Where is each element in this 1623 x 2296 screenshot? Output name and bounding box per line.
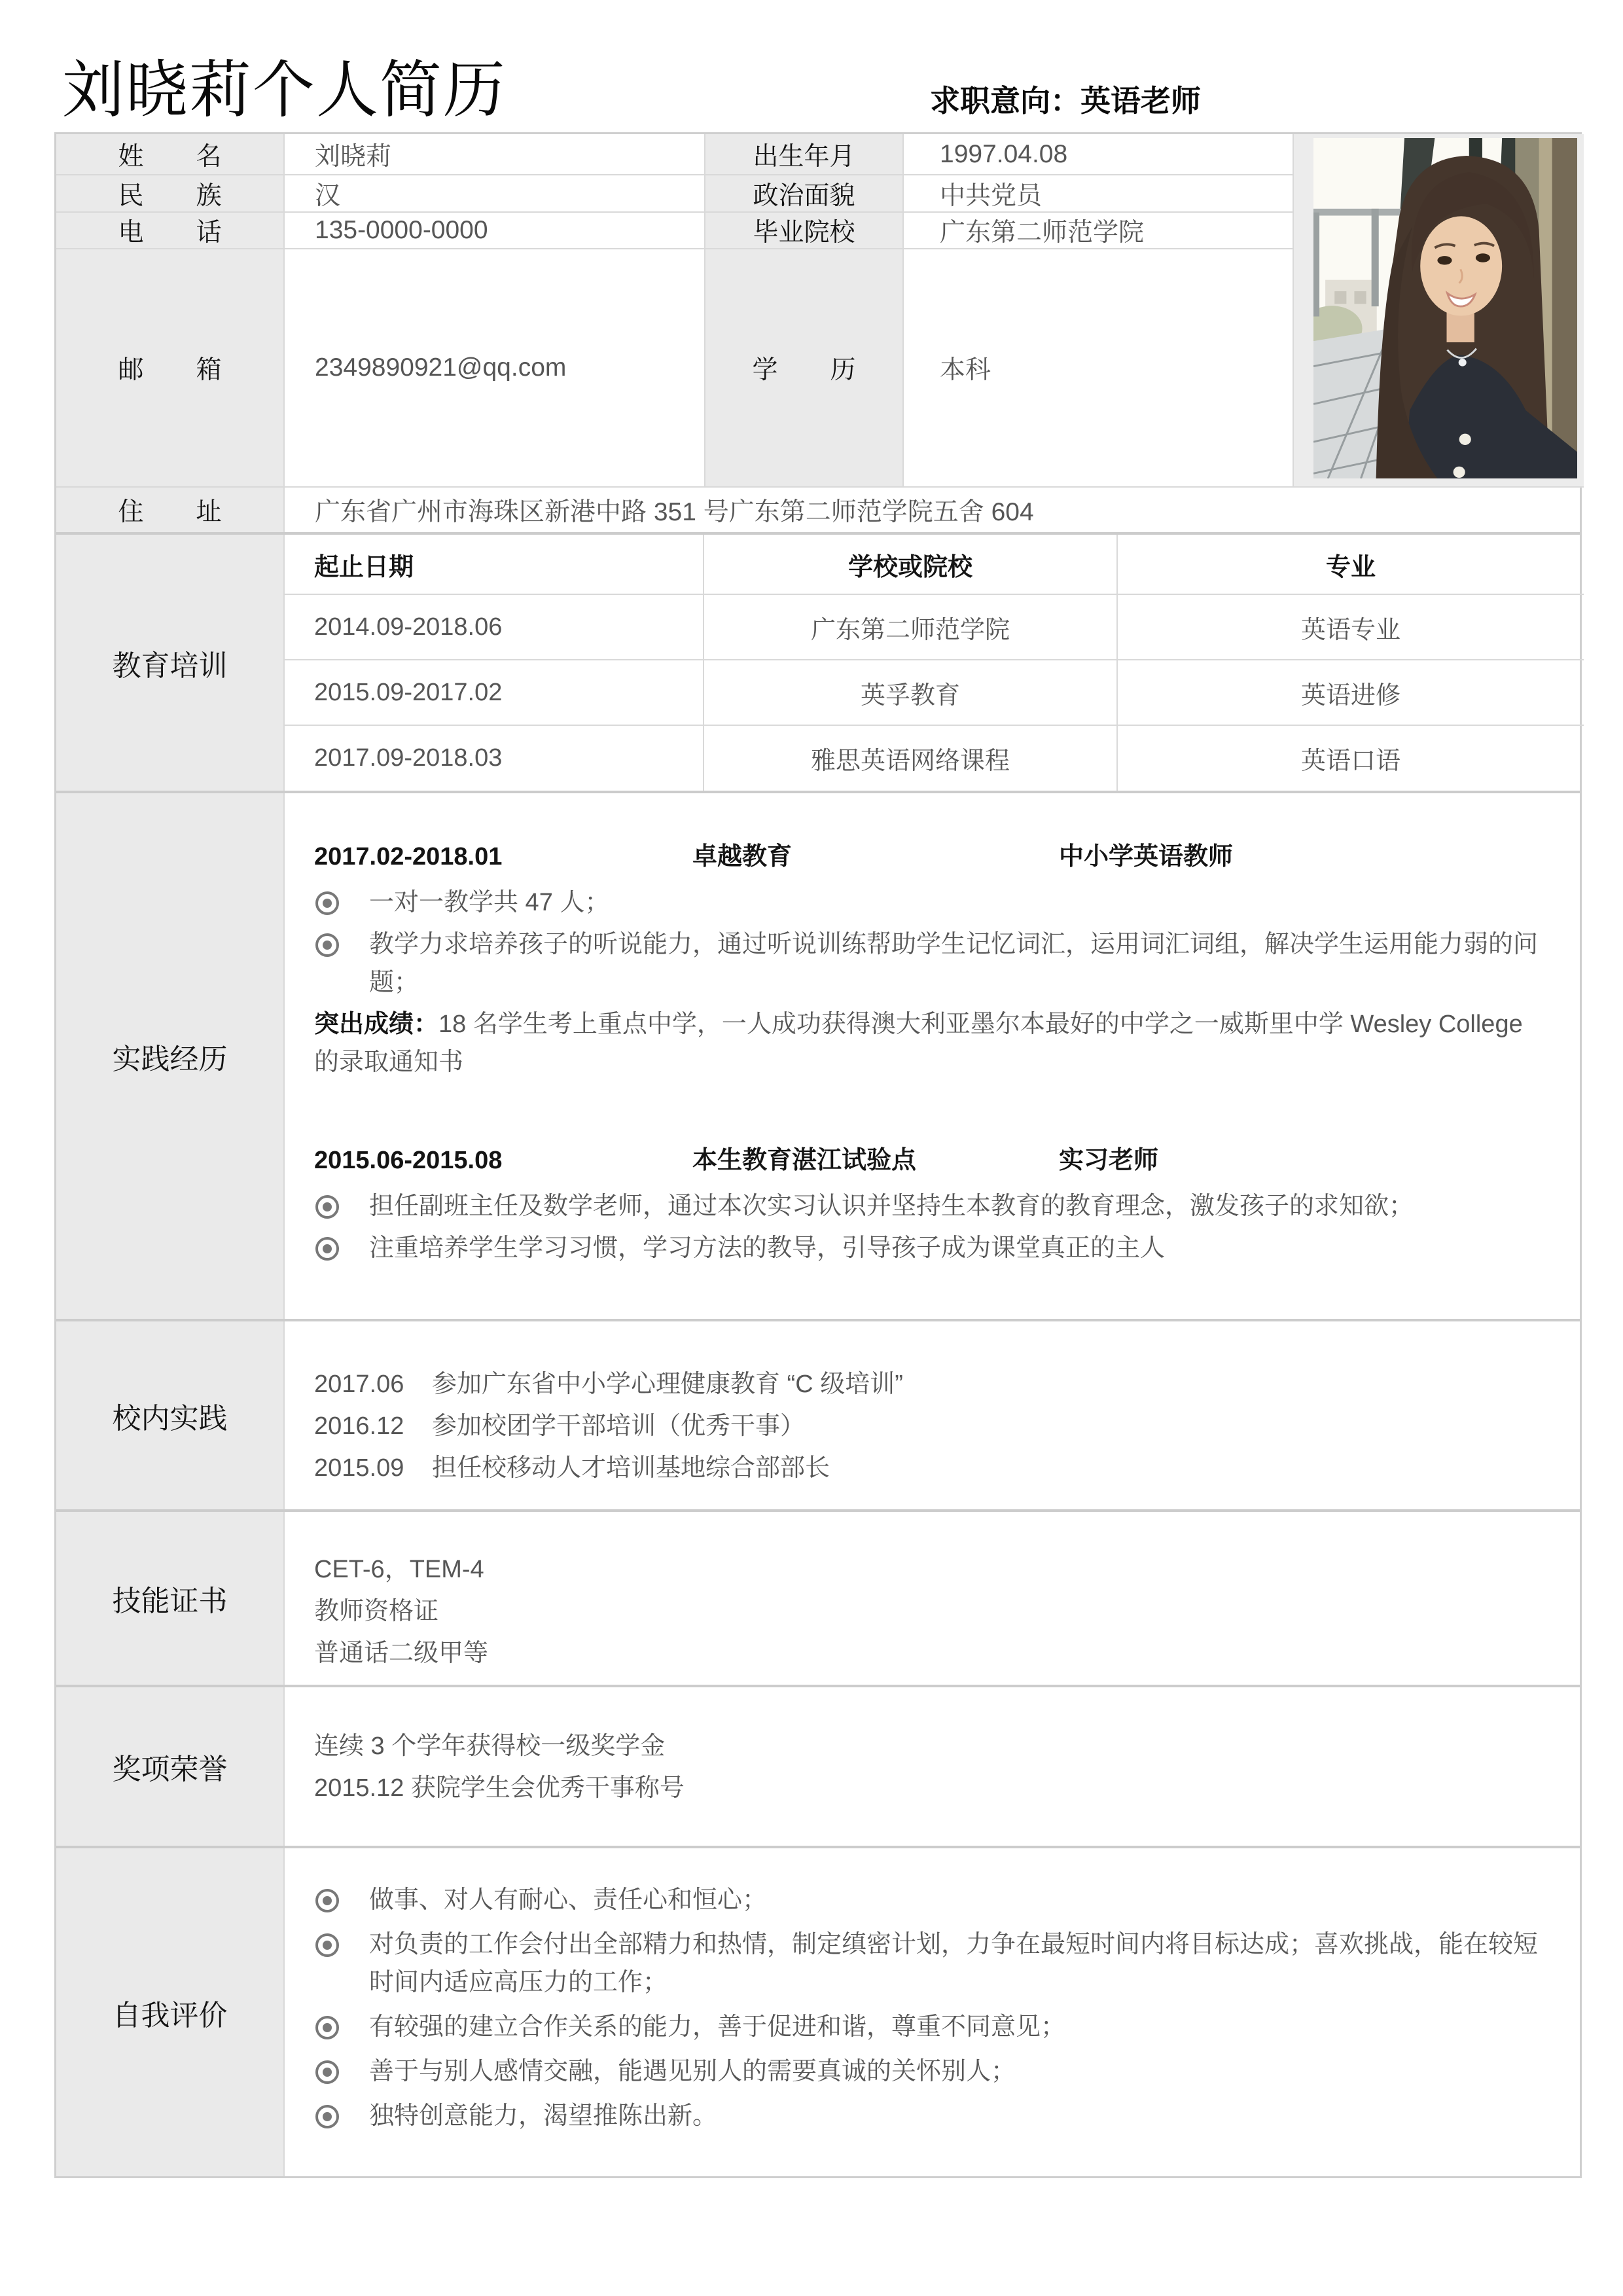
- edu-row-major: 英语进修: [1118, 660, 1584, 726]
- campus-date: 2017.06: [314, 1371, 404, 1398]
- bullet-icon: [315, 1933, 339, 1957]
- skill-item: 教师资格证: [314, 1598, 439, 1625]
- edu-row-major: 英语专业: [1118, 595, 1584, 660]
- job-date: 2015.06-2015.08: [314, 1147, 503, 1174]
- campus-item: [314, 1363, 1551, 1405]
- award-item: 连续 3 个学年获得校一级奖学金: [314, 1732, 666, 1760]
- field-value-school: 广东第二师范学院: [904, 213, 1294, 249]
- field-label-school: 毕业院校: [705, 213, 904, 249]
- job-header: [314, 838, 1551, 876]
- campus-text: 担任校移动人才培训基地综合部部长: [432, 1454, 830, 1482]
- campus-item: [314, 1447, 1551, 1489]
- self-eval-list: [314, 1881, 1551, 2135]
- profile-photo-illustration: [1313, 138, 1577, 478]
- job-role: 实习老师: [1059, 1147, 1159, 1174]
- job-bullet: 担任副班主任及数学老师，通过本次实习认识并坚持生本教育的教育理念，激发孩子的求知欲；: [314, 1187, 1551, 1225]
- campus-date: 2016.12: [314, 1412, 404, 1440]
- skills-content: [285, 1512, 1584, 1685]
- self-eval-bullet: 对负责的工作会付出全部精力和热情，制定缜密计划，力争在最短时间内将目标达成；喜欢挑战，能在较短时间内适应高压力的工作；: [314, 1926, 1551, 2001]
- education-section: [56, 532, 1580, 791]
- bullet-icon: [315, 2060, 339, 2084]
- section-label-self-eval: 自我评价: [56, 1848, 285, 2176]
- job-block: [314, 838, 1551, 1081]
- skills-section: [56, 1509, 1580, 1685]
- highlight-text: 18 名学生考上重点中学，一人成功获得澳大利亚墨尔本最好的中学之一威斯里中学 Wesley College 的录取通知书: [314, 1011, 1523, 1076]
- field-label-degree: 学历: [705, 249, 904, 488]
- edu-row-school: 广东第二师范学院: [704, 595, 1118, 660]
- campus-date: 2015.09: [314, 1454, 404, 1482]
- campus-section: [56, 1319, 1580, 1509]
- edu-header-major: 专业: [1118, 535, 1584, 595]
- skill-item: CET-6，TEM-4: [314, 1556, 484, 1583]
- field-label-phone: 电话: [56, 213, 285, 249]
- job-company: 本生教育湛江试验点: [692, 1147, 917, 1174]
- edu-row-date: 2014.09-2018.06: [285, 595, 704, 660]
- field-value-address: 广东省广州市海珠区新港中路 351 号广东第二师范学院五舍 604: [315, 498, 1034, 526]
- field-label-name: 姓名: [56, 134, 285, 175]
- job-role: 中小学英语教师: [1059, 843, 1234, 870]
- job-block: [314, 1141, 1551, 1267]
- job-date: 2017.02-2018.01: [314, 843, 503, 870]
- resume-table: [54, 132, 1582, 2178]
- job-intention: 求职意向：英语老师: [930, 84, 1201, 118]
- section-label-experience: 实践经历: [56, 793, 285, 1319]
- self-eval-bullet: 有较强的建立合作关系的能力，善于促进和谐，尊重不同意见；: [314, 2008, 1551, 2046]
- bullet-icon: [315, 2105, 339, 2128]
- field-label-address: 住址: [56, 488, 285, 532]
- awards-section: [56, 1685, 1580, 1846]
- section-label-awards: 奖项荣誉: [56, 1687, 285, 1846]
- highlight-label: 突出成绩：: [314, 1011, 439, 1038]
- campus-text: 参加广东省中小学心理健康教育 “C 级培训”: [432, 1371, 903, 1398]
- award-item: 2015.12 获院学生会优秀干事称号: [314, 1774, 685, 1802]
- field-label-political: 政治面貌: [705, 175, 904, 213]
- field-value-degree: 本科: [904, 249, 1294, 488]
- job-bullet-list: [314, 1187, 1551, 1267]
- job-bullet: 一对一教学共 47 人；: [314, 884, 1551, 922]
- section-label-education: 教育培训: [56, 535, 285, 791]
- edu-row-school: 雅思英语网络课程: [704, 726, 1118, 791]
- bullet-icon: [315, 1889, 339, 1912]
- skill-item: 普通话二级甲等: [314, 1640, 489, 1667]
- bullet-icon: [315, 933, 339, 957]
- edu-row-major: 英语口语: [1300, 747, 1400, 775]
- personal-info-section: [56, 134, 1580, 532]
- bullet-icon: [315, 1237, 339, 1261]
- field-value-name: 刘晓莉: [285, 134, 705, 175]
- self-eval-section: [56, 1846, 1580, 2176]
- bullet-icon: [315, 2016, 339, 2039]
- campus-content: [285, 1321, 1584, 1509]
- self-eval-bullet: 独特创意能力，渴望推陈出新。: [314, 2097, 1551, 2135]
- campus-item: [314, 1405, 1551, 1447]
- self-eval-bullet: 做事、对人有耐心、责任心和恒心；: [314, 1881, 1551, 1919]
- awards-content: [285, 1687, 1584, 1846]
- experience-content: [285, 793, 1584, 1319]
- edu-row-school: 英孚教育: [704, 660, 1118, 726]
- self-eval-content: [285, 1848, 1584, 2176]
- job-bullet: 教学力求培养孩子的听说能力，通过听说训练帮助学生记忆词汇，运用词汇词组，解决学生运用能力弱的问题；: [314, 925, 1551, 1001]
- section-label-skills: 技能证书: [56, 1512, 285, 1685]
- job-highlight: [314, 1005, 1551, 1081]
- edu-header-dates: 起止日期: [285, 535, 704, 595]
- field-value-political: 中共党员: [904, 175, 1294, 213]
- edu-header-school: 学校或院校: [704, 535, 1118, 595]
- job-bullet: 注重培养学生学习习惯，学习方法的教导，引导孩子成为课堂真正的主人: [314, 1229, 1551, 1267]
- edu-row-date: 2017.09-2018.03: [285, 726, 704, 791]
- experience-section: [56, 791, 1580, 1319]
- job-company: 卓越教育: [692, 843, 793, 870]
- field-value-ethnicity: 汉: [285, 175, 705, 213]
- bullet-icon: [315, 891, 339, 915]
- bullet-icon: [315, 1195, 339, 1219]
- section-label-campus: 校内实践: [56, 1321, 285, 1509]
- field-value-phone: 135-0000-0000: [285, 213, 705, 249]
- job-header: [314, 1141, 1551, 1179]
- edu-row-date: 2015.09-2017.02: [285, 660, 704, 726]
- job-bullet-list: [314, 884, 1551, 1001]
- field-label-email: 邮箱: [56, 249, 285, 488]
- page-title: 刘晓莉个人简历: [62, 56, 507, 125]
- field-value-email: 2349890921@qq.com: [285, 249, 705, 488]
- campus-text: 参加校团学干部培训（优秀干事）: [432, 1412, 806, 1440]
- field-label-ethnicity: 民族: [56, 175, 285, 213]
- self-eval-bullet: 善于与别人感情交融，能遇见别人的需要真诚的关怀别人；: [314, 2053, 1551, 2090]
- field-value-birth: 1997.04.08: [904, 134, 1294, 175]
- profile-photo: [1294, 134, 1584, 488]
- field-label-birth: 出生年月: [705, 134, 904, 175]
